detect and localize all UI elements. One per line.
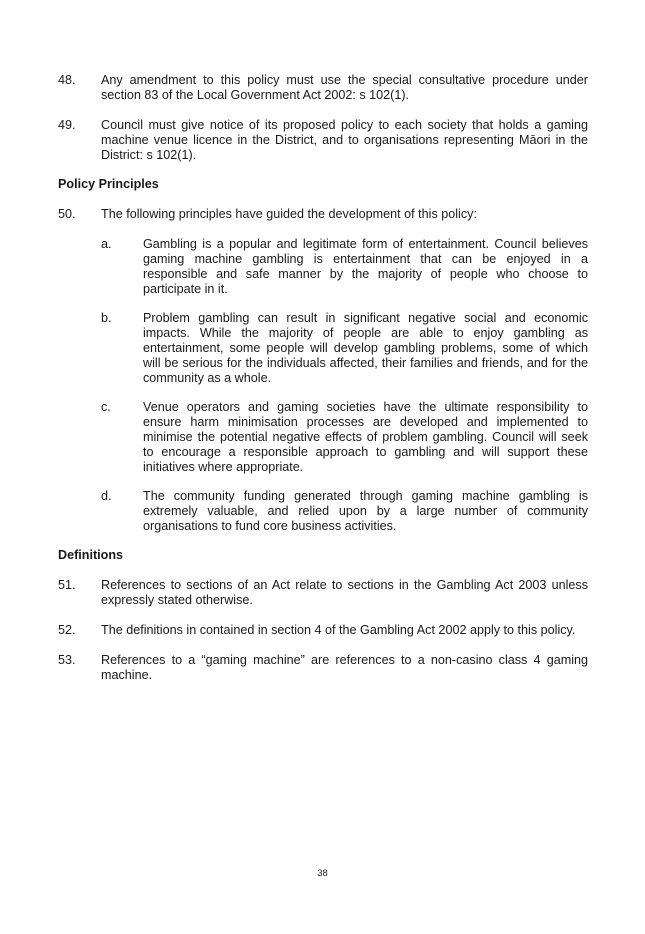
- text-line: minimise the potential negative effects of problem gambling. Council will seek: [143, 430, 588, 444]
- text-line: organisations to fund core business activities.: [143, 519, 397, 533]
- paragraph-text: [101, 207, 588, 222]
- page-number: 38: [317, 868, 328, 879]
- paragraph-text: [101, 118, 588, 163]
- item-text: [143, 400, 588, 475]
- paragraph-text: [101, 73, 588, 103]
- text-line: The definitions in contained in section 4 of the Gambling Act 2002 apply to this policy.: [101, 623, 576, 637]
- text-line: will be serious for the individuals affected, their families and friends, and for the: [143, 356, 588, 370]
- text-line: gaming machine gambling is entertainment that can be enjoyed in a: [143, 252, 588, 266]
- text-line: machine venue licence in the District, and to organisations representing Māori in the: [101, 133, 588, 147]
- text-line: machine.: [101, 668, 153, 682]
- text-line: The community funding generated through gaming machine gambling is: [143, 489, 588, 503]
- paragraph-text: [101, 578, 588, 608]
- item-letter: c.: [101, 400, 111, 414]
- paragraph-text: [101, 653, 588, 683]
- text-line: participate in it.: [143, 282, 228, 296]
- text-line: expressly stated otherwise.: [101, 593, 253, 607]
- item-text: [143, 489, 588, 534]
- text-line: section 83 of the Local Government Act 2002: s 102(1).: [101, 88, 410, 102]
- paragraph-number: 53.: [58, 653, 76, 667]
- text-line: initiatives where appropriate.: [143, 460, 304, 474]
- section-heading-policy-principles: Policy Principles: [58, 177, 159, 191]
- paragraph-number: 50.: [58, 207, 76, 221]
- paragraph-number: 48.: [58, 73, 76, 87]
- paragraph-number: 49.: [58, 118, 76, 132]
- text-line: Council must give notice of its proposed policy to each society that holds a gaming: [101, 118, 588, 132]
- text-line: to encourage a responsible approach to gambling and will support these: [143, 445, 588, 459]
- text-line: Any amendment to this policy must use the special consultative procedure under: [101, 73, 588, 87]
- paragraph-text: [101, 623, 588, 638]
- item-letter: b.: [101, 311, 112, 325]
- text-line: References to sections of an Act relate to sections in the Gambling Act 2003 unless: [101, 578, 588, 592]
- text-line: responsible and safe manner by the majority of people who choose to: [143, 267, 588, 281]
- paragraph-number: 52.: [58, 623, 76, 637]
- text-line: Venue operators and gaming societies have the ultimate responsibility to: [143, 400, 588, 414]
- text-line: District: s 102(1).: [101, 148, 197, 162]
- text-line: Gambling is a popular and legitimate form of entertainment. Council believes: [143, 237, 588, 251]
- text-line: ensure harm minimisation processes are developed and implemented to: [143, 415, 588, 429]
- item-letter: d.: [101, 489, 112, 503]
- text-line: community as a whole.: [143, 371, 272, 385]
- item-text: [143, 237, 588, 297]
- text-line: extremely valuable, and relied upon by a large number of community: [143, 504, 588, 518]
- paragraph-number: 51.: [58, 578, 76, 592]
- item-letter: a.: [101, 237, 112, 251]
- section-heading-definitions: Definitions: [58, 548, 124, 562]
- text-line: Problem gambling can result in significant negative social and economic: [143, 311, 588, 325]
- text-line: The following principles have guided the development of this policy:: [101, 207, 477, 221]
- text-line: impacts. While the majority of people are able to enjoy gambling as: [143, 326, 588, 340]
- item-text: [143, 311, 588, 386]
- text-line: References to a “gaming machine” are references to a non-casino class 4 gaming: [101, 653, 588, 667]
- text-line: entertainment, some people will develop gambling problems, some of which: [143, 341, 588, 355]
